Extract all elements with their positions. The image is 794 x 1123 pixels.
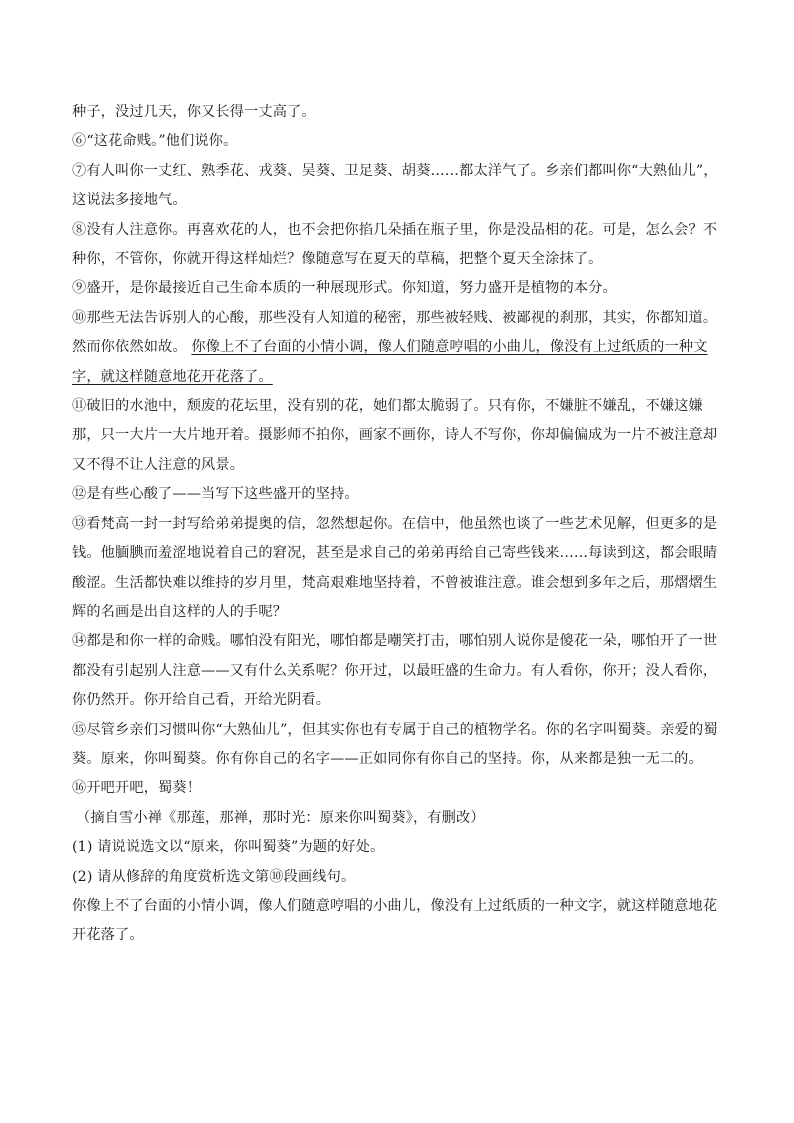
paragraph-7: ⑦有人叫你一丈红、熟季花、戎葵、吴葵、卫足葵、胡葵……都太洋气了。乡亲们都叫你“大熟仙儿”，这说法多接地气。 [72,162,718,209]
paragraph-10-text: ⑩那些无法告诉别人的心酸，那些没有人知道的秘密，那些被轻贱、被鄙视的刹那，其实，你都知道。然而你依然如故。 [72,309,718,356]
paragraph-10 [72,304,722,392]
paragraph-13: ⑬看梵高一封一封写给弟弟提奥的信，忽然想起你。在信中，他虽然也谈了一些艺术见解，但更多的是钱。他腼腆而羞涩地说着自己的窘况，甚至是求自己的弟弟再给自己寄些钱来……每读到这，都会眼睛酸涩。生活都快难以维持的岁月里，梵高艰难地坚持着，不曾被谁注意。谁会想到多年之后，那熠熠生辉的名画是出自这样的人的手呢？ [72,515,718,620]
source-citation: （摘自雪小禅《那莲，那禅，那时光：原来你叫蜀葵》，有删改） [76,809,485,826]
quoted-sentence: 你像上不了台面的小情小调，像人们随意哼唱的小曲儿，像没有上过纸质的一种文字，就这样随意地花开花落了。 [72,897,718,944]
paragraph-9: ⑨盛开，是你最接近自己生命本质的一种展现形式。你知道，努力盛开是植物的本分。 [72,280,617,297]
paragraph-14: ⑭都是和你一样的命贱。哪怕没有阳光，哪怕都是嘲笑打击，哪怕别人说你是傻花一朵，哪怕开了一世都没有引起别人注意——又有什么关系呢？你开过，以最旺盛的生命力。有人看你，你开；没人看你，你仍然开。你开给自己看，开给光阴看。 [72,633,718,709]
underlined-sentence: 你像上不了台面的小情小调，像人们随意哼唱的小曲儿，像没有上过纸质的一种文字，就这样随意地花开花落了。 [72,339,708,385]
paragraph-15: ⑮尽管乡亲们习惯叫你“大熟仙儿”，但其实你也有专属于自己的植物学名。你的名字叫蜀葵。亲爱的蜀葵。原来，你叫蜀葵。你有你自己的名字——正如同你有你自己的坚持。你，从来都是独一无二的。 [72,721,718,767]
question-1: (1) 请说说选文以“原来，你叫蜀葵”为题的好处。 [72,839,385,856]
document-page [72,98,722,951]
paragraph-16: ⑯开吧开吧，蜀葵！ [72,780,202,797]
paragraph-11: ⑪破旧的水池中，颓废的花坛里，没有别的花，她们都太脆弱了。只有你，不嫌脏不嫌乱，不嫌这嫌那，只一大片一大片地开着。摄影师不拍你，画家不画你，诗人不写你，你却偏偏成为一片不被注意却又不得不让人注意的风景。 [72,398,718,473]
paragraph-12: ⑫是有些心酸了——当写下这些盛开的坚持。 [72,486,359,503]
paragraph-8: ⑧没有人注意你。再喜欢花的人，也不会把你掐几朵插在瓶子里，你是没品相的花。可是，怎么会？不种你，不管你，你就开得这样灿烂？像随意写在夏天的草稿，把整个夏天全涂抹了。 [72,221,718,268]
paragraph-6: ⑥“这花命贱。”他们说你。 [72,133,238,150]
paragraph-continued: 种子，没过几天，你又长得一丈高了。 [72,104,316,120]
question-2: (2) 请从修辞的角度赏析选文第⑩段画线句。 [72,868,356,885]
